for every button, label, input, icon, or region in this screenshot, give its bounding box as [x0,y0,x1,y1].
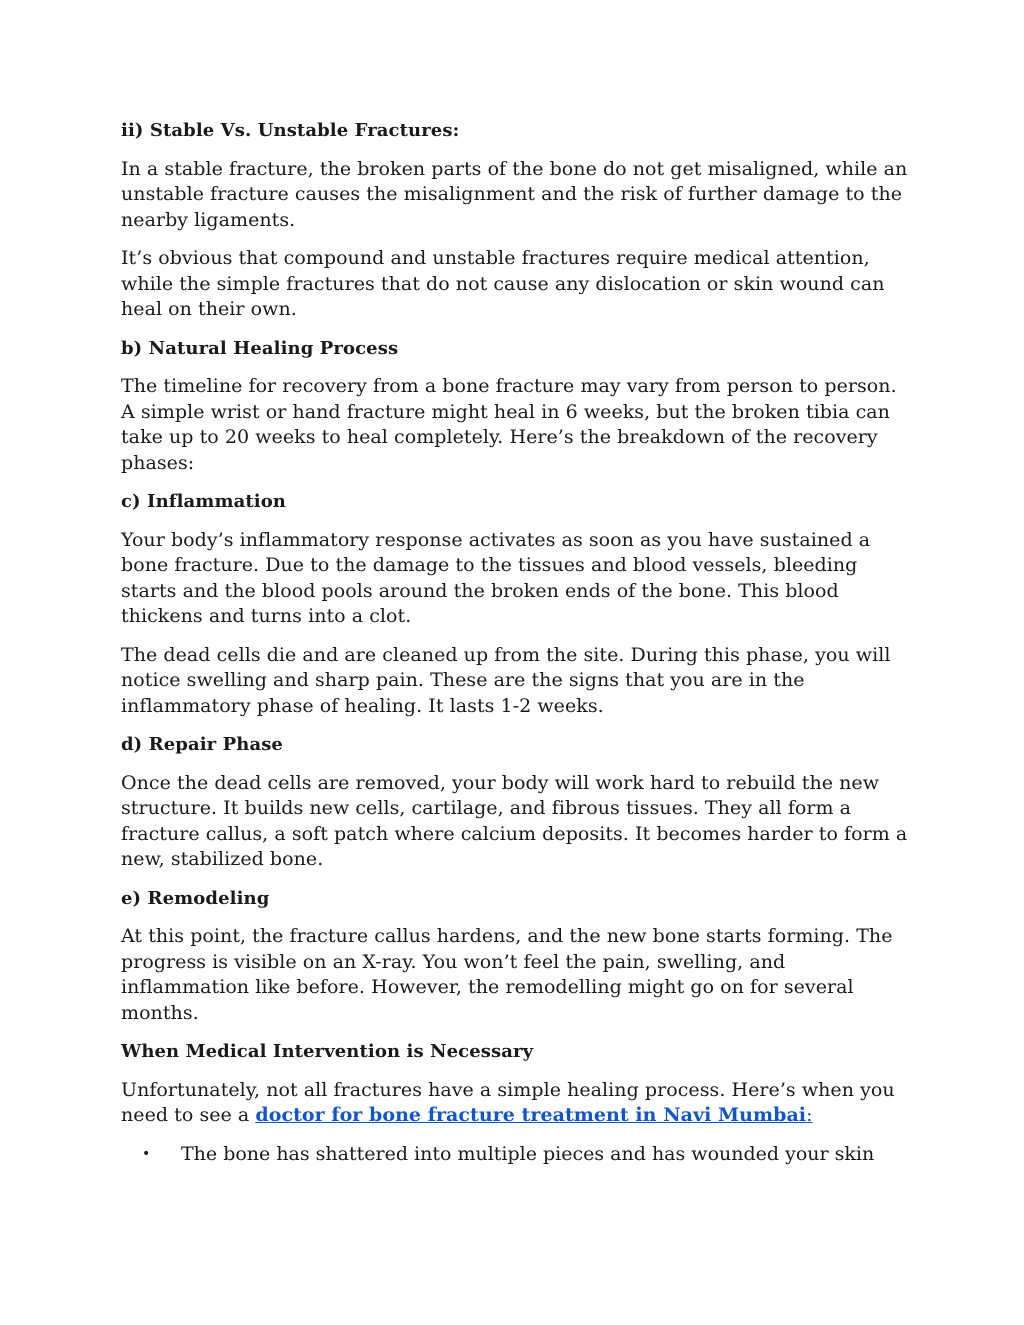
paragraph-repair: Once the dead cells are removed, your body will work hard to rebuild the new structure. It builds new cells, cartilage, and fibrous tissues. They all form a fracture callus, a soft patch where calcium deposits. It becomes harder to form a new, stabilized bone. [121,771,908,870]
paragraph-dead-cells: The dead cells die and are cleaned up from the site. During this phase, you will notice swelling and sharp pain. These are the signs that you are in the inflammatory phase of healing. It lasts 1-2 weeks. [121,643,891,717]
paragraph-stable-fracture: In a stable fracture, the broken parts of the bone do not get misaligned, while an unstable fracture causes the misalignment and the risk of further damage to the nearby ligaments. [121,157,908,231]
list-item [121,1142,911,1168]
paragraph-remodeling: At this point, the fracture callus hardens, and the new bone starts forming. The progress is visible on an X-ray. You won’t feel the pain, swelling, and inflammation like before. However, the remodelling might go on for several months. [121,925,893,1024]
section-heading-stable-vs-unstable: ii) Stable Vs. Unstable Fractures: [121,120,460,141]
section-heading-natural-healing: b) Natural Healing Process [121,337,399,359]
paragraph-inflammatory-response: Your body’s inflammatory response activates as soon as you have sustained a bone fracture. Due to the damage to the tissues and blood vessels, bleeding starts and the blood pools around the broken ends of the bone. This blood thickens and turns into a clot. [121,528,871,627]
section-heading-remodeling: e) Remodeling [121,887,270,909]
doctor-treatment-link[interactable]: doctor for bone fracture treatment in Navi Mumbai [255,1104,807,1126]
section-heading-repair-phase: d) Repair Phase [121,734,283,755]
paragraph-compound-unstable: It’s obvious that compound and unstable fractures require medical attention, while the simple fractures that do not cause any dislocation or skin wound can heal on their own. [121,247,885,320]
list-item-text: The bone has shattered into multiple pieces and has wounded your skin [181,1142,875,1165]
paragraph-intro-text: Unfortunately, not all fractures have a simple healing process. Here’s when you need to see a [121,1078,895,1126]
bullet-icon: • [142,1145,151,1162]
section-heading-medical-intervention: When Medical Intervention is Necessary [121,1041,534,1062]
paragraph-when-to-see-doctor [121,1078,911,1129]
paragraph-recovery-timeline: The timeline for recovery from a bone fracture may vary from person to person. A simple wrist or hand fracture might heal in 6 weeks, but the broken tibia can take up to 20 weeks to heal completely. Here’s the breakdown of the recovery phases: [121,375,897,474]
intervention-bullet-list [121,1142,911,1168]
section-heading-inflammation: c) Inflammation [121,491,286,512]
document-page [121,118,911,1167]
link-trailing-colon: : [806,1104,813,1126]
